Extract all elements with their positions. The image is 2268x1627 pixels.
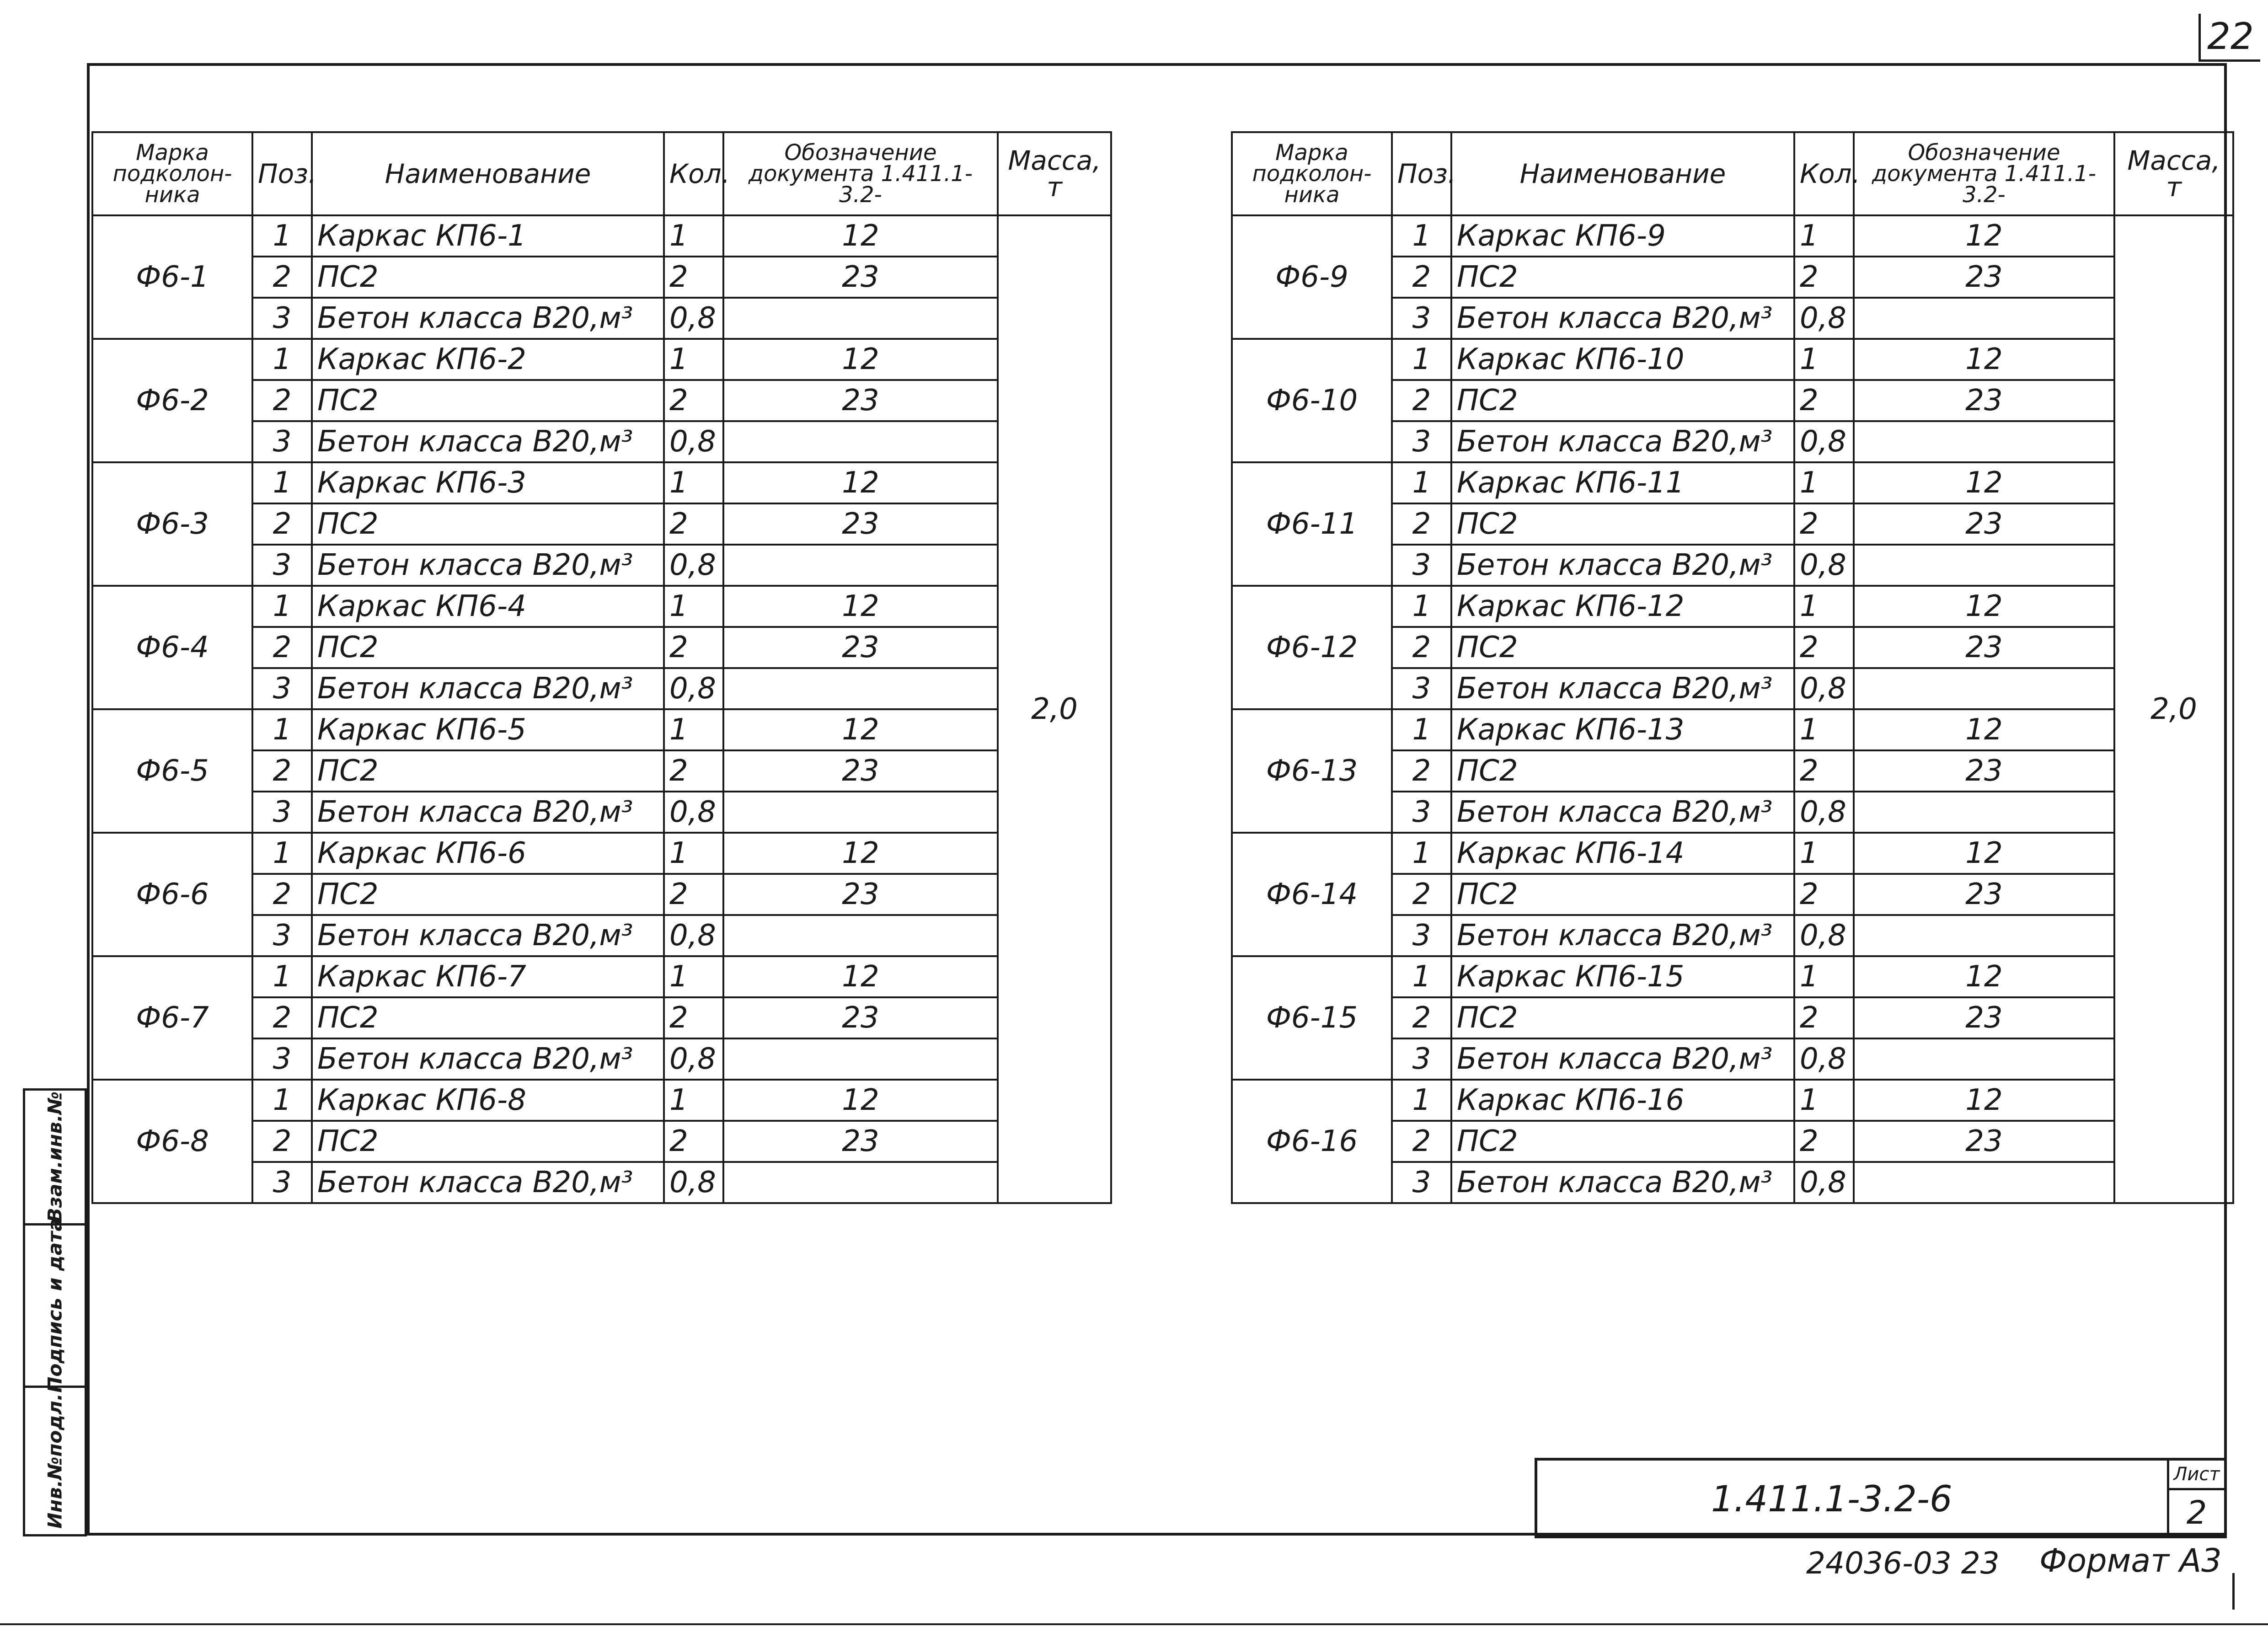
cell-pos: 1	[252, 833, 312, 874]
header-pos: Поз.	[1392, 132, 1451, 215]
cell-doc: 23	[1854, 257, 2114, 298]
cell-qty: 1	[1794, 1080, 1854, 1121]
cell-pos: 1	[1392, 956, 1451, 997]
cell-name: Бетон класса В20,м³	[312, 668, 664, 709]
cell-pos: 2	[1392, 627, 1451, 668]
cell-qty: 0,8	[1794, 545, 1854, 586]
cell-pos: 3	[252, 1162, 312, 1203]
cell-name: ПС2	[1451, 503, 1794, 545]
cell-name: ПС2	[1451, 380, 1794, 421]
cell-mark: Ф6-7	[92, 956, 252, 1080]
cell-doc: 12	[723, 709, 998, 750]
table-row	[1232, 1080, 2233, 1121]
cell-name: Каркас КП6-3	[312, 462, 664, 503]
cell-pos: 2	[1392, 874, 1451, 915]
cell-name: ПС2	[312, 750, 664, 792]
paper-format: Формат А3	[2039, 1542, 2222, 1579]
cell-doc: 23	[1854, 627, 2114, 668]
cell-pos: 2	[252, 750, 312, 792]
cell-name: ПС2	[312, 380, 664, 421]
cell-mark: Ф6-12	[1232, 586, 1392, 709]
cell-pos: 2	[252, 874, 312, 915]
cell-qty: 1	[664, 709, 723, 750]
cell-pos: 2	[1392, 750, 1451, 792]
cell-pos: 3	[252, 421, 312, 462]
cell-mark: Ф6-1	[92, 215, 252, 339]
cell-pos: 1	[1392, 1080, 1451, 1121]
table-row	[92, 586, 1111, 627]
cell-name: ПС2	[1451, 257, 1794, 298]
cell-qty: 2	[664, 874, 723, 915]
cell-doc: 12	[1854, 709, 2114, 750]
cell-name: ПС2	[312, 627, 664, 668]
cell-name: Бетон класса В20,м³	[1451, 1162, 1794, 1203]
cell-qty: 1	[1794, 709, 1854, 750]
cell-doc	[723, 421, 998, 462]
cell-qty: 0,8	[664, 915, 723, 956]
cell-pos: 2	[252, 503, 312, 545]
cell-pos: 1	[252, 215, 312, 257]
cell-qty: 2	[664, 503, 723, 545]
cell-qty: 1	[1794, 956, 1854, 997]
cell-qty: 0,8	[664, 1038, 723, 1080]
sheet-number: 2	[2186, 1494, 2207, 1531]
cell-pos: 2	[1392, 503, 1451, 545]
cell-qty: 1	[1794, 586, 1854, 627]
cell-mass: 2,0	[998, 215, 1111, 1203]
cell-name: Бетон класса В20,м³	[1451, 915, 1794, 956]
cell-qty: 2	[664, 257, 723, 298]
cell-mark: Ф6-8	[92, 1080, 252, 1203]
cell-doc: 12	[723, 339, 998, 380]
cell-qty: 0,8	[1794, 421, 1854, 462]
cell-qty: 2	[664, 1121, 723, 1162]
cell-name: Каркас КП6-4	[312, 586, 664, 627]
cell-doc: 12	[1854, 956, 2114, 997]
cell-doc: 23	[723, 997, 998, 1038]
cell-qty: 0,8	[664, 421, 723, 462]
specification-table-right	[1231, 131, 2234, 1204]
cell-name: Каркас КП6-8	[312, 1080, 664, 1121]
cell-qty: 2	[1794, 874, 1854, 915]
side-cell-inv-subst	[23, 1088, 87, 1226]
cell-qty: 0,8	[664, 792, 723, 833]
cell-doc: 12	[1854, 215, 2114, 257]
cell-doc: 12	[1854, 1080, 2114, 1121]
cell-name: Бетон класса В20,м³	[312, 545, 664, 586]
cell-qty: 1	[664, 586, 723, 627]
header-name: Наименование	[312, 132, 664, 215]
cell-qty: 0,8	[1794, 915, 1854, 956]
cell-qty: 0,8	[664, 1162, 723, 1203]
cell-qty: 1	[1794, 215, 1854, 257]
header-pos: Поз.	[252, 132, 312, 215]
table-row	[92, 462, 1111, 503]
cell-pos: 1	[1392, 462, 1451, 503]
cell-name: Бетон класса В20,м³	[1451, 668, 1794, 709]
header-name: Наименование	[1451, 132, 1794, 215]
header-qty: Кол.	[664, 132, 723, 215]
cell-doc: 12	[1854, 339, 2114, 380]
cell-pos: 1	[1392, 586, 1451, 627]
cell-qty: 0,8	[1794, 792, 1854, 833]
cell-doc	[723, 1038, 998, 1080]
cell-doc: 23	[723, 750, 998, 792]
cell-name: Бетон класса В20,м³	[312, 421, 664, 462]
cell-pos: 2	[1392, 1121, 1451, 1162]
cell-name: Каркас КП6-13	[1451, 709, 1794, 750]
cell-qty: 1	[1794, 833, 1854, 874]
cell-name: Каркас КП6-7	[312, 956, 664, 997]
cell-qty: 1	[664, 833, 723, 874]
cell-pos: 1	[252, 339, 312, 380]
cell-doc: 23	[723, 380, 998, 421]
cell-name: ПС2	[1451, 627, 1794, 668]
table-row	[92, 1080, 1111, 1121]
cell-name: Каркас КП6-5	[312, 709, 664, 750]
cell-name: Каркас КП6-6	[312, 833, 664, 874]
cell-mark: Ф6-3	[92, 462, 252, 586]
cell-name: Каркас КП6-12	[1451, 586, 1794, 627]
cell-qty: 2	[664, 380, 723, 421]
cell-pos: 1	[1392, 833, 1451, 874]
cell-pos: 2	[252, 627, 312, 668]
cell-pos: 3	[252, 915, 312, 956]
cell-doc	[1854, 915, 2114, 956]
cell-pos: 1	[252, 956, 312, 997]
cell-mark: Ф6-11	[1232, 462, 1392, 586]
cell-doc: 12	[723, 215, 998, 257]
cell-pos: 2	[252, 380, 312, 421]
cell-pos: 3	[1392, 298, 1451, 339]
cell-qty: 2	[664, 627, 723, 668]
cell-name: Каркас КП6-1	[312, 215, 664, 257]
cell-qty: 2	[1794, 997, 1854, 1038]
cell-doc: 12	[723, 956, 998, 997]
page-number: 22	[2198, 14, 2260, 62]
cell-mark: Ф6-4	[92, 586, 252, 709]
header-doc: Обозначение документа 1.411.1-3.2-	[723, 132, 998, 215]
side-stamp	[23, 1088, 87, 1536]
side-sign-date: Подпись и дата	[43, 1218, 66, 1393]
cell-name: ПС2	[1451, 874, 1794, 915]
cell-doc: 23	[1854, 997, 2114, 1038]
header-mass: Масса, т	[2114, 132, 2233, 215]
cell-name: Каркас КП6-2	[312, 339, 664, 380]
cell-doc	[723, 792, 998, 833]
cell-doc: 23	[723, 627, 998, 668]
cell-doc: 23	[1854, 750, 2114, 792]
cell-pos: 3	[252, 1038, 312, 1080]
table-row	[92, 215, 1111, 257]
cell-qty: 0,8	[1794, 1162, 1854, 1203]
cell-qty: 2	[1794, 503, 1854, 545]
cell-doc	[723, 668, 998, 709]
cell-name: Бетон класса В20,м³	[1451, 298, 1794, 339]
cell-doc	[1854, 1038, 2114, 1080]
cell-pos: 1	[1392, 709, 1451, 750]
cell-pos: 2	[252, 257, 312, 298]
cell-mark: Ф6-13	[1232, 709, 1392, 833]
sheet-label: Лист	[2169, 1461, 2224, 1490]
specification-table-left	[91, 131, 1112, 1204]
header-mass: Масса, т	[998, 132, 1111, 215]
cell-name: Бетон класса В20,м³	[1451, 1038, 1794, 1080]
table-header-row	[92, 132, 1111, 215]
cell-doc	[1854, 298, 2114, 339]
table-header-row	[1232, 132, 2233, 215]
header-doc: Обозначение документа 1.411.1-3.2-	[1854, 132, 2114, 215]
table-row	[1232, 586, 2233, 627]
cell-name: Бетон класса В20,м³	[1451, 545, 1794, 586]
table-row	[92, 833, 1111, 874]
cell-name: Бетон класса В20,м³	[1451, 421, 1794, 462]
cell-qty: 1	[664, 462, 723, 503]
cell-qty: 1	[1794, 339, 1854, 380]
cell-pos: 3	[252, 792, 312, 833]
table-row	[1232, 462, 2233, 503]
side-cell-sign-date	[23, 1218, 87, 1393]
cell-pos: 3	[1392, 1038, 1451, 1080]
cell-qty: 0,8	[664, 298, 723, 339]
cell-doc: 12	[1854, 462, 2114, 503]
cell-doc	[723, 545, 998, 586]
cell-doc	[1854, 545, 2114, 586]
cell-name: ПС2	[312, 257, 664, 298]
cell-name: ПС2	[312, 874, 664, 915]
bottom-edge-line	[0, 1623, 2268, 1625]
cell-pos: 3	[1392, 792, 1451, 833]
cell-pos: 2	[252, 1121, 312, 1162]
cell-doc: 12	[723, 833, 998, 874]
cell-doc: 12	[723, 586, 998, 627]
cell-doc	[1854, 421, 2114, 462]
cell-name: ПС2	[1451, 1121, 1794, 1162]
cell-mark: Ф6-15	[1232, 956, 1392, 1080]
cell-doc: 23	[1854, 503, 2114, 545]
cell-doc: 23	[723, 1121, 998, 1162]
cell-qty: 1	[1794, 462, 1854, 503]
cell-qty: 0,8	[1794, 1038, 1854, 1080]
footer-code: 24036-03 23	[1806, 1546, 2000, 1581]
cell-qty: 2	[1794, 1121, 1854, 1162]
cell-qty: 2	[1794, 257, 1854, 298]
cell-qty: 2	[664, 750, 723, 792]
title-block	[1535, 1458, 2227, 1538]
cell-qty: 1	[664, 1080, 723, 1121]
cell-doc: 23	[723, 874, 998, 915]
cell-doc	[1854, 792, 2114, 833]
cell-mark: Ф6-16	[1232, 1080, 1392, 1203]
cell-mark: Ф6-5	[92, 709, 252, 833]
cell-pos: 1	[252, 1080, 312, 1121]
cell-qty: 2	[1794, 750, 1854, 792]
sheet-box	[2167, 1461, 2224, 1536]
cell-doc: 12	[723, 462, 998, 503]
cell-qty: 0,8	[664, 545, 723, 586]
cell-doc: 23	[1854, 380, 2114, 421]
cell-name: ПС2	[312, 1121, 664, 1162]
table-row	[1232, 709, 2233, 750]
cell-name: ПС2	[1451, 997, 1794, 1038]
cell-name: Каркас КП6-9	[1451, 215, 1794, 257]
cell-doc: 23	[723, 257, 998, 298]
cell-doc	[723, 1162, 998, 1203]
cell-doc	[723, 298, 998, 339]
cell-pos: 1	[1392, 215, 1451, 257]
cell-name: Бетон класса В20,м³	[312, 1038, 664, 1080]
cell-qty: 1	[664, 215, 723, 257]
cell-doc: 12	[723, 1080, 998, 1121]
cell-pos: 3	[252, 668, 312, 709]
table-row	[92, 956, 1111, 997]
cell-pos: 3	[1392, 1162, 1451, 1203]
cell-pos: 1	[1392, 339, 1451, 380]
cell-pos: 3	[1392, 421, 1451, 462]
header-mark: Марка подколон- ника	[1232, 132, 1392, 215]
cell-pos: 2	[1392, 257, 1451, 298]
side-inv-subst: Взам.инв.№	[43, 1091, 66, 1223]
cell-qty: 2	[1794, 627, 1854, 668]
table-row	[1232, 956, 2233, 997]
cell-name: Каркас КП6-15	[1451, 956, 1794, 997]
cell-pos: 2	[252, 997, 312, 1038]
cell-qty: 0,8	[664, 668, 723, 709]
cell-doc	[1854, 1162, 2114, 1203]
table-row	[1232, 215, 2233, 257]
cell-name: Бетон класса В20,м³	[1451, 792, 1794, 833]
cell-mark: Ф6-2	[92, 339, 252, 462]
cell-name: Каркас КП6-16	[1451, 1080, 1794, 1121]
cell-pos: 3	[252, 298, 312, 339]
cell-doc	[723, 915, 998, 956]
cell-qty: 2	[1794, 380, 1854, 421]
cell-name: Каркас КП6-10	[1451, 339, 1794, 380]
side-inv-orig: Инв.№подл.	[43, 1393, 66, 1529]
cell-mass: 2,0	[2114, 215, 2233, 1203]
cell-pos: 1	[252, 462, 312, 503]
edge-tick	[2232, 1573, 2235, 1610]
cell-qty: 1	[664, 956, 723, 997]
cell-pos: 3	[252, 545, 312, 586]
cell-mark: Ф6-10	[1232, 339, 1392, 462]
cell-pos: 3	[1392, 915, 1451, 956]
cell-name: ПС2	[1451, 750, 1794, 792]
cell-pos: 2	[1392, 997, 1451, 1038]
cell-doc	[1854, 668, 2114, 709]
cell-mark: Ф6-14	[1232, 833, 1392, 956]
cell-mark: Ф6-9	[1232, 215, 1392, 339]
table-row	[92, 339, 1111, 380]
cell-name: ПС2	[312, 997, 664, 1038]
table-row	[92, 709, 1111, 750]
cell-doc: 12	[1854, 833, 2114, 874]
cell-name: ПС2	[312, 503, 664, 545]
cell-name: Бетон класса В20,м³	[312, 1162, 664, 1203]
cell-mark: Ф6-6	[92, 833, 252, 956]
cell-name: Бетон класса В20,м³	[312, 792, 664, 833]
cell-pos: 2	[1392, 380, 1451, 421]
table-row	[1232, 339, 2233, 380]
cell-doc: 23	[723, 503, 998, 545]
side-cell-inv-orig	[23, 1386, 87, 1536]
cell-qty: 0,8	[1794, 298, 1854, 339]
table-row	[1232, 833, 2233, 874]
cell-doc: 23	[1854, 874, 2114, 915]
cell-name: Бетон класса В20,м³	[312, 915, 664, 956]
document-code: 1.411.1-3.2-6	[1711, 1479, 1952, 1520]
cell-qty: 2	[664, 997, 723, 1038]
cell-name: Каркас КП6-14	[1451, 833, 1794, 874]
header-mark: Марка подколон- ника	[92, 132, 252, 215]
cell-name: Бетон класса В20,м³	[312, 298, 664, 339]
header-qty: Кол.	[1794, 132, 1854, 215]
cell-doc: 23	[1854, 1121, 2114, 1162]
cell-pos: 1	[252, 586, 312, 627]
cell-qty: 1	[664, 339, 723, 380]
cell-pos: 1	[252, 709, 312, 750]
cell-doc: 12	[1854, 586, 2114, 627]
cell-pos: 3	[1392, 668, 1451, 709]
cell-name: Каркас КП6-11	[1451, 462, 1794, 503]
cell-pos: 3	[1392, 545, 1451, 586]
cell-qty: 0,8	[1794, 668, 1854, 709]
